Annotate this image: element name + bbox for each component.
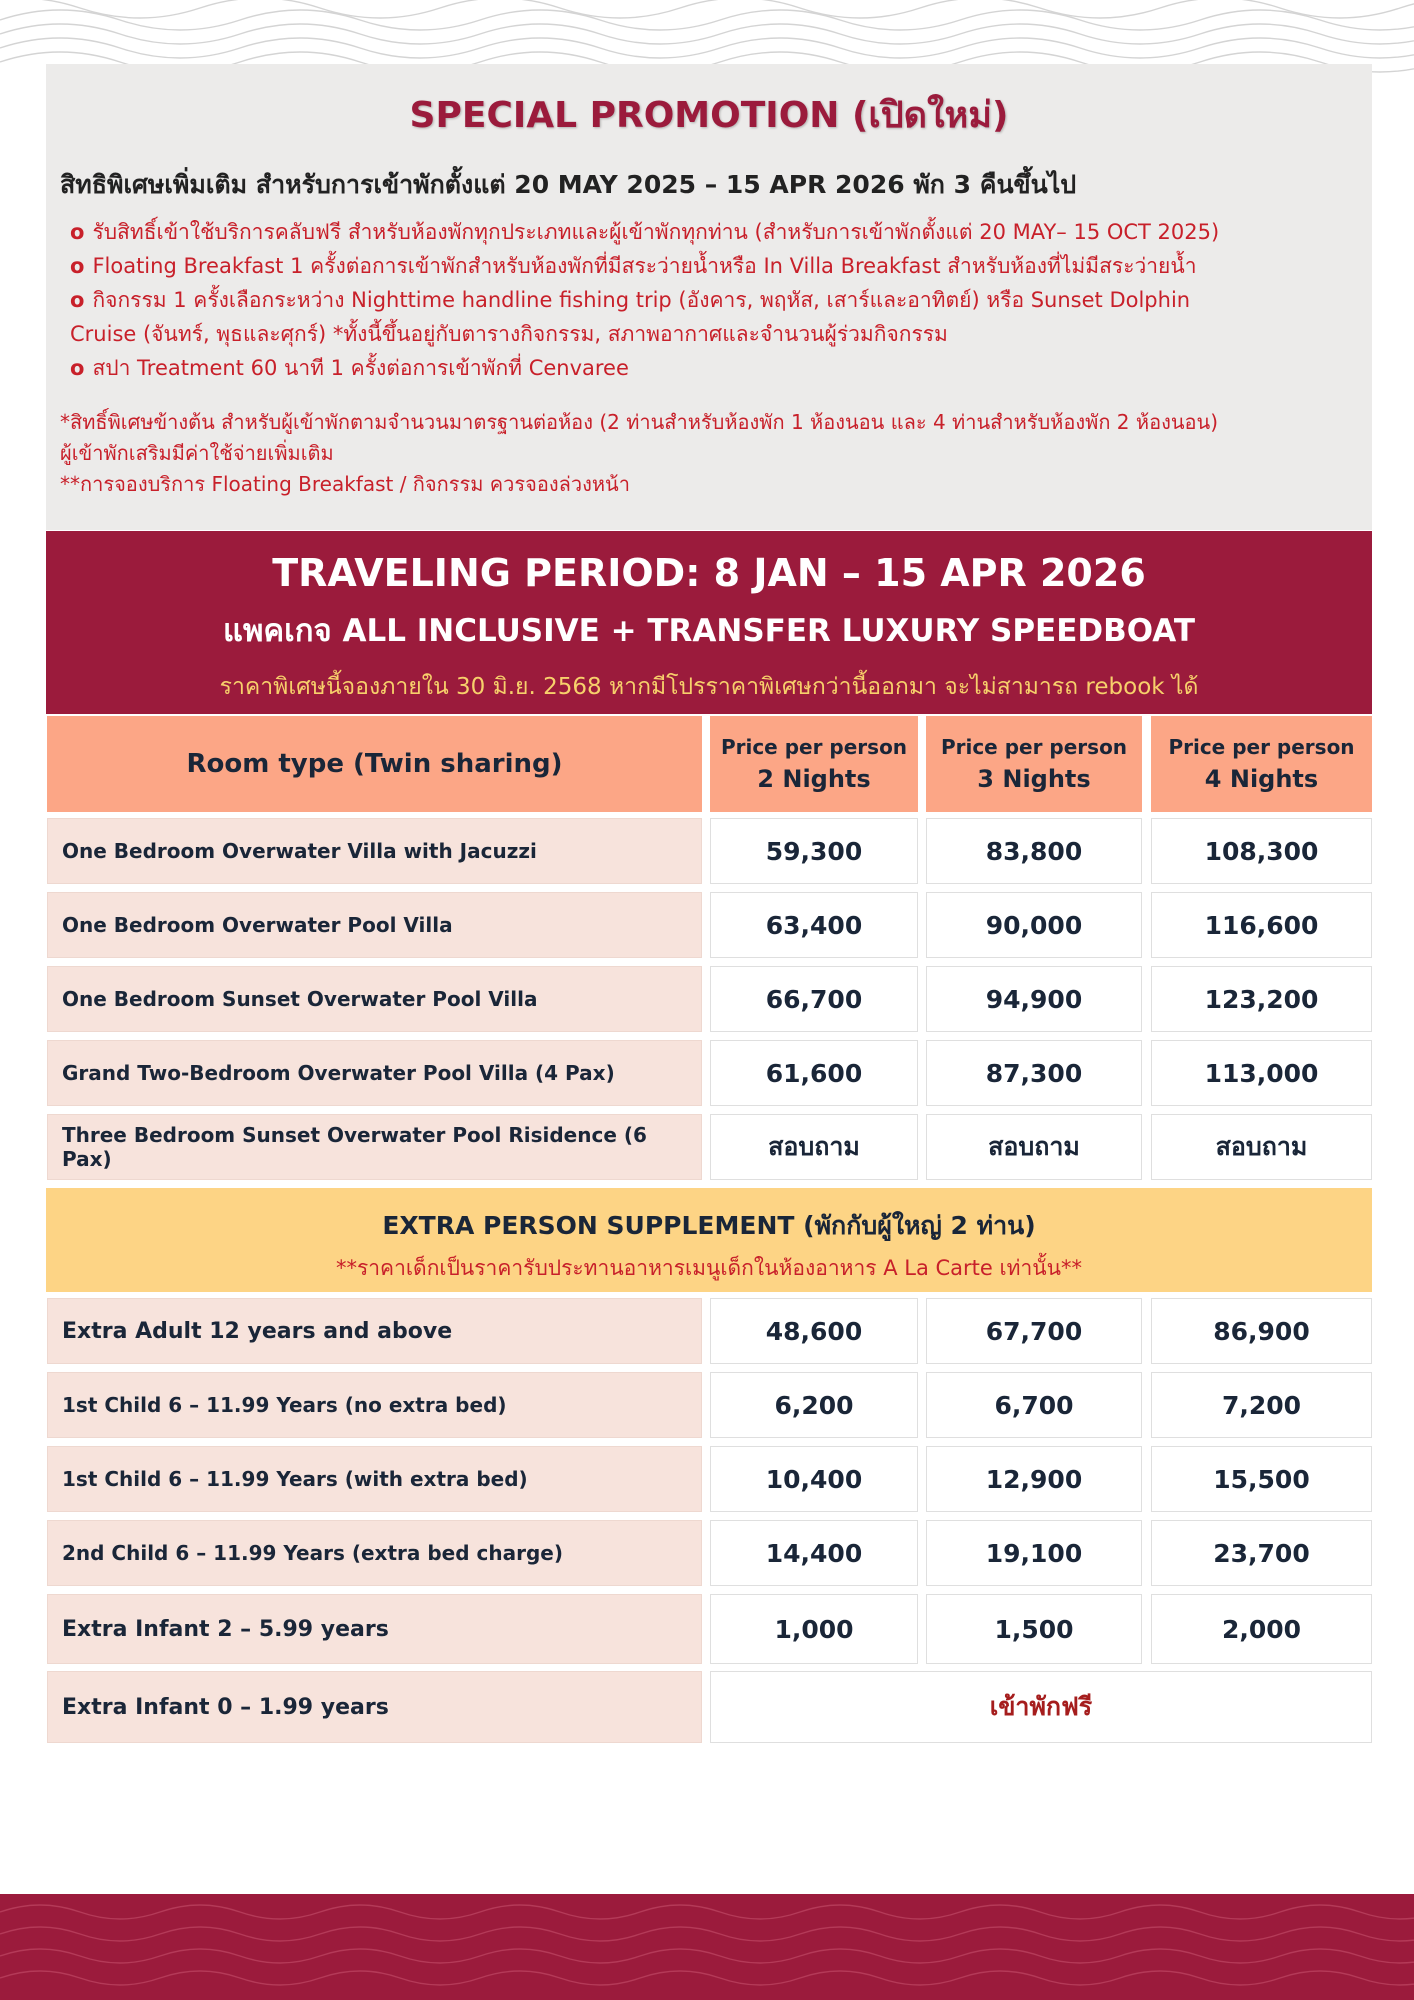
extra-price: 1,500	[926, 1594, 1142, 1664]
infant-free-stay: เข้าพักฟรี	[710, 1671, 1372, 1743]
extra-person-title: EXTRA PERSON SUPPLEMENT (พักกับผู้ใหญ่ 2 ท่าน)	[382, 1211, 1036, 1240]
room-price: สอบถาม	[1151, 1114, 1372, 1180]
price-header-4-nights	[1151, 716, 1372, 812]
extra-price: 10,400	[710, 1446, 918, 1512]
extra-price: 6,700	[926, 1372, 1142, 1438]
benefit-text-continued: Cruise (จันทร์, พุธและศุกร์) *ทั้งนี้ขึ้นอยู่กับตารางกิจกรรม, สภาพอากาศและจำนวนผู้ร่วมกิจกรรม	[70, 322, 948, 346]
room-name: Grand Two-Bedroom Overwater Pool Villa (4 Pax)	[47, 1040, 702, 1106]
note-line: **การจองบริการ Floating Breakfast / กิจกรรม ควรจองล่วงหน้า	[60, 472, 630, 496]
benefit-text: รับสิทธิ์เข้าใช้บริการคลับฟรี สำหรับห้องพักทุกประเภทและผู้เข้าพักทุกท่าน (สำหรับการเข้าพักตั้งแต่ 20 MAY– 15 OCT 2025)	[92, 220, 1220, 244]
benefit-item	[60, 215, 1358, 249]
booking-note: ราคาพิเศษนี้จองภายใน 30 มิ.ย. 2568 หากมีโปรราคาพิเศษกว่านี้ออกมา จะไม่สามารถ rebook ได้	[219, 674, 1199, 700]
room-price: 113,000	[1151, 1040, 1372, 1106]
extra-person-type: Extra Adult 12 years and above	[47, 1298, 702, 1364]
extra-price: 67,700	[926, 1298, 1142, 1364]
extra-price: 15,500	[1151, 1446, 1372, 1512]
room-price: 108,300	[1151, 818, 1372, 884]
extra-price: 86,900	[1151, 1298, 1372, 1364]
extra-person-header	[46, 1188, 1372, 1292]
benefit-text: Floating Breakfast 1 ครั้งต่อการเข้าพักสำหรับห้องพักที่มีสระว่ายน้ำหรือ In Villa Breakfast สำหรับห้องที่ไม่มีสระว่ายน้ำ	[92, 254, 1197, 278]
room-price: 66,700	[710, 966, 918, 1032]
room-price: 123,200	[1151, 966, 1372, 1032]
extra-person-type: 1st Child 6 – 11.99 Years (no extra bed)	[47, 1372, 702, 1438]
nights-label: 2 Nights	[757, 765, 871, 793]
room-price: 59,300	[710, 818, 918, 884]
promotion-subtitle: สิทธิพิเศษเพิ่มเติม สำหรับการเข้าพักตั้งแต่ 20 MAY 2025 – 15 APR 2026 พัก 3 คืนขึ้นไป	[60, 170, 1077, 199]
footer-wave-pattern	[0, 1894, 1414, 2000]
room-type-header-label: Room type (Twin sharing)	[186, 749, 563, 779]
room-price: 61,600	[710, 1040, 918, 1106]
room-price: 87,300	[926, 1040, 1142, 1106]
note-line: *สิทธิ์พิเศษข้างต้น สำหรับผู้เข้าพักตามจำนวนมาตรฐานต่อห้อง (2 ท่านสำหรับห้องพัก 1 ห้องนอน และ 4 ท่านสำหรับห้องพัก 2 ห้องนอน)	[60, 410, 1218, 434]
benefit-item	[60, 283, 1358, 351]
room-price: 83,800	[926, 818, 1142, 884]
room-name: One Bedroom Overwater Pool Villa	[47, 892, 702, 958]
footer-band	[0, 1894, 1414, 2000]
extra-price: 23,700	[1151, 1520, 1372, 1586]
traveling-period-banner	[46, 531, 1372, 714]
promotion-box	[46, 64, 1372, 530]
room-price: 94,900	[926, 966, 1142, 1032]
benefit-item	[60, 249, 1358, 283]
room-name: Three Bedroom Sunset Overwater Pool Risidence (6 Pax)	[47, 1114, 702, 1180]
bullet-icon: o	[70, 220, 85, 244]
room-price: สอบถาม	[710, 1114, 918, 1180]
room-price: 90,000	[926, 892, 1142, 958]
promotion-notes	[60, 407, 1358, 500]
price-header-label: Price per person	[720, 735, 908, 759]
extra-price: 2,000	[1151, 1594, 1372, 1664]
price-header-3-nights	[926, 716, 1142, 812]
nights-label: 4 Nights	[1204, 765, 1319, 793]
extra-price: 6,200	[710, 1372, 918, 1438]
infant-type: Extra Infant 0 – 1.99 years	[47, 1671, 702, 1743]
extra-price: 19,100	[926, 1520, 1142, 1586]
extra-price: 1,000	[710, 1594, 918, 1664]
extra-person-type: Extra Infant 2 – 5.99 years	[47, 1594, 702, 1664]
extra-price: 7,200	[1151, 1372, 1372, 1438]
room-type-header	[47, 716, 702, 812]
price-header-2-nights	[710, 716, 918, 812]
extra-price: 14,400	[710, 1520, 918, 1586]
room-price: 63,400	[710, 892, 918, 958]
promotion-title: SPECIAL PROMOTION (เปิดใหม่)	[409, 95, 1009, 136]
extra-price: 12,900	[926, 1446, 1142, 1512]
package-title: แพคเกจ ALL INCLUSIVE + TRANSFER LUXURY SPEEDBOAT	[222, 613, 1196, 649]
price-header-label: Price per person	[1168, 735, 1355, 759]
bullet-icon: o	[70, 254, 85, 278]
bullet-icon: o	[70, 288, 85, 312]
room-name: One Bedroom Overwater Villa with Jacuzzi	[47, 818, 702, 884]
benefit-text: สปา Treatment 60 นาที 1 ครั้งต่อการเข้าพักที่ Cenvaree	[92, 356, 629, 380]
nights-label: 3 Nights	[977, 765, 1091, 793]
benefit-text: กิจกรรม 1 ครั้งเลือกระหว่าง Nighttime handline fishing trip (อังคาร, พฤหัส, เสาร์และอาทิตย์) หรือ Sunset Dolphin	[92, 288, 1191, 312]
benefit-item	[60, 351, 1358, 385]
child-price-note: **ราคาเด็กเป็นราคารับประทานอาหารเมนูเด็กในห้องอาหาร A La Carte เท่านั้น**	[335, 1256, 1083, 1280]
room-name: One Bedroom Sunset Overwater Pool Villa	[47, 966, 702, 1032]
note-line: ผู้เข้าพักเสริมมีค่าใช้จ่ายเพิ่มเติม	[60, 441, 334, 465]
price-header-label: Price per person	[940, 735, 1128, 759]
period-title: TRAVELING PERIOD: 8 JAN – 15 APR 2026	[272, 551, 1146, 595]
bullet-icon: o	[70, 356, 85, 380]
room-price: 116,600	[1151, 892, 1372, 958]
extra-person-type: 2nd Child 6 – 11.99 Years (extra bed charge)	[47, 1520, 702, 1586]
extra-person-type: 1st Child 6 – 11.99 Years (with extra bed)	[47, 1446, 702, 1512]
room-price: สอบถาม	[926, 1114, 1142, 1180]
extra-price: 48,600	[710, 1298, 918, 1364]
